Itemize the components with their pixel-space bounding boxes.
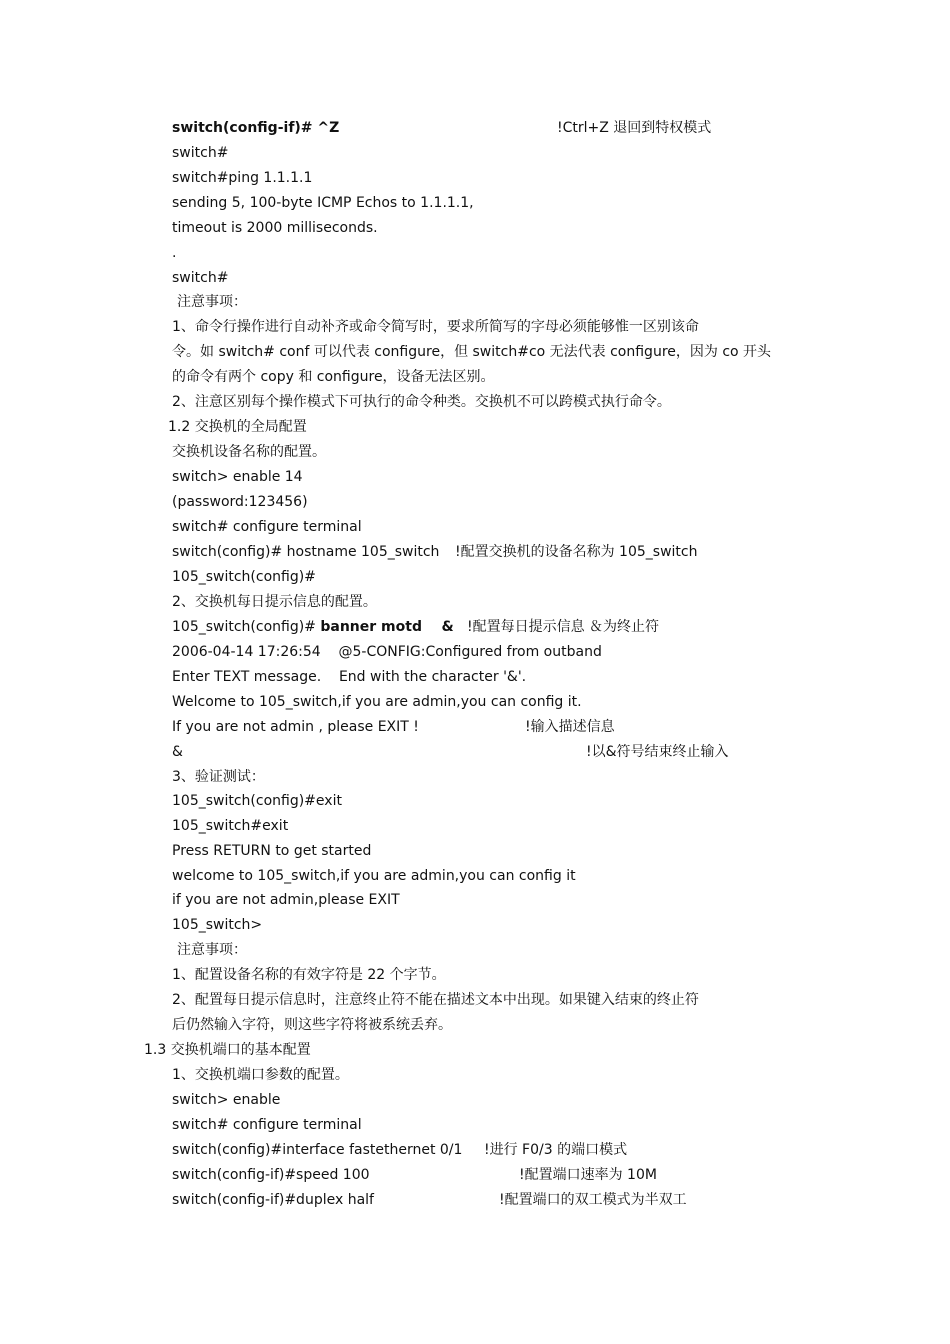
command-prefix: 105_switch(config)# bbox=[172, 619, 316, 635]
line-44-comment: !配置端口的双工模式为半双工 bbox=[499, 1192, 687, 1208]
note-1-line-2: 令。如 switch# conf 可以代表 configure，但 switch#co 无法代表 configure，因为 co 开头 bbox=[172, 344, 772, 360]
line-7: switch# bbox=[172, 270, 229, 286]
note-4-line-1: 2、配置每日提示信息时，注意终止符不能在描述文本中出现。如果键入结束的终止符 bbox=[172, 992, 699, 1008]
line-44: switch(config-if)#duplex half bbox=[172, 1192, 374, 1208]
line-40: switch> enable bbox=[172, 1092, 281, 1108]
note-1-line-3: 的命令有两个 copy 和 configure，设备无法区别。 bbox=[172, 369, 495, 385]
line-1 bbox=[172, 119, 339, 137]
command-text: switch(config-if)# ^Z bbox=[172, 120, 340, 136]
line-25-comment: !输入描述信息 bbox=[525, 719, 615, 735]
line-29: 105_switch#exit bbox=[172, 818, 289, 834]
line-43: switch(config-if)#speed 100 bbox=[172, 1167, 370, 1183]
line-22: 2006-04-14 17:26:54 @5-CONFIG:Configured from outband bbox=[172, 644, 602, 660]
line-21-comment: !配置每日提示信息 ＆为终止符 bbox=[467, 619, 660, 635]
line-5: timeout is 2000 milliseconds. bbox=[172, 220, 378, 236]
line-1-comment bbox=[557, 119, 711, 137]
subsection-heading: 交换机设备名称的配置。 bbox=[172, 444, 326, 460]
note-4-line-2: 后仍然输入字符，则这些字符将被系统丢弃。 bbox=[172, 1017, 452, 1033]
line-18-comment: !配置交换机的设备名称为 105_switch bbox=[455, 544, 698, 560]
line-2: switch# bbox=[172, 145, 229, 161]
line-42-comment: !进行 F0/3 的端口模式 bbox=[484, 1142, 628, 1158]
note-3: 1、配置设备名称的有效字符是 22 个字节。 bbox=[172, 967, 446, 983]
line-16: (password:123456) bbox=[172, 494, 308, 510]
line-26-comment: !以&符号结束终止输入 bbox=[586, 744, 729, 760]
line-33: 105_switch> bbox=[172, 917, 263, 933]
line-18: switch(config)# hostname 105_switch bbox=[172, 544, 440, 560]
line-21 bbox=[172, 618, 454, 636]
section-heading-1-2: 1.2 交换机的全局配置 bbox=[168, 419, 307, 435]
section-heading-1-3: 1.3 交换机端口的基本配置 bbox=[144, 1042, 311, 1058]
note-1-line-1: 1、命令行操作进行自动补齐或命令简写时，要求所简写的字母必须能够惟一区别该命 bbox=[172, 319, 699, 335]
line-20: 2、交换机每日提示信息的配置。 bbox=[172, 594, 377, 610]
line-3: switch#ping 1.1.1.1 bbox=[172, 170, 313, 186]
line-41: switch# configure terminal bbox=[172, 1117, 362, 1133]
note-heading-2: 注意事项： bbox=[177, 942, 247, 958]
line-17: switch# configure terminal bbox=[172, 519, 362, 535]
line-6: . bbox=[172, 245, 177, 261]
line-32: if you are not admin,please EXIT bbox=[172, 892, 400, 908]
line-25: If you are not admin , please EXIT ! bbox=[172, 719, 419, 735]
line-28: 105_switch(config)#exit bbox=[172, 793, 342, 809]
line-30: Press RETURN to get started bbox=[172, 843, 372, 859]
note-heading-1: 注意事项： bbox=[177, 294, 247, 310]
line-26: & bbox=[172, 744, 183, 760]
line-42: switch(config)#interface fastethernet 0/1 bbox=[172, 1142, 463, 1158]
line-19: 105_switch(config)# bbox=[172, 569, 316, 585]
line-31: welcome to 105_switch,if you are admin,you can config it bbox=[172, 868, 576, 884]
comment-text: !Ctrl+Z 退回到特权模式 bbox=[557, 120, 712, 136]
note-2: 2、注意区别每个操作模式下可执行的命令种类。交换机不可以跨模式执行命令。 bbox=[172, 394, 671, 410]
line-39: 1、交换机端口参数的配置。 bbox=[172, 1067, 349, 1083]
line-27: 3、验证测试： bbox=[172, 769, 265, 785]
line-4: sending 5, 100-byte ICMP Echos to 1.1.1.1, bbox=[172, 195, 474, 211]
line-23: Enter TEXT message. End with the character '&'. bbox=[172, 669, 527, 685]
line-24: Welcome to 105_switch,if you are admin,you can config it. bbox=[172, 694, 582, 710]
command-bold: banner motd & bbox=[320, 619, 454, 635]
line-15: switch> enable 14 bbox=[172, 469, 303, 485]
line-43-comment: !配置端口速率为 10M bbox=[519, 1167, 657, 1183]
